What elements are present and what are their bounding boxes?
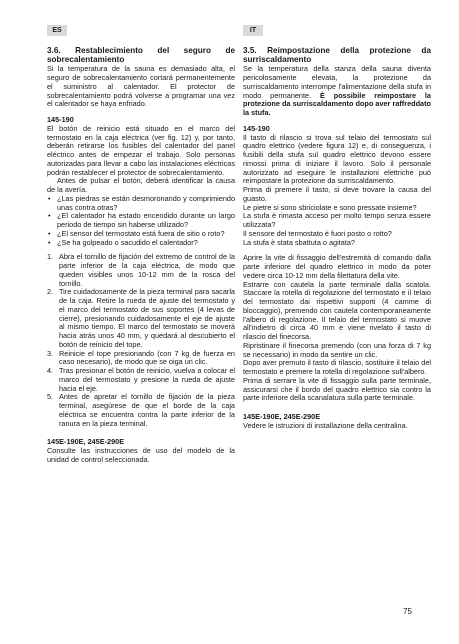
es-reset-button-paragraph: El botón de reinicio está situado en el marco del termostato en la caja eléctrica (ver fig. 12) y, por tanto, deberán retirarse los fusibles del calentador del panel eléctrico antes de empezar el trabajo. Solo personas autorizadas para llevar a cabo las instalaciones eléctricas podrán restablecer el protector de sobrecalentamiento. xyxy=(47,123,235,177)
es-intro-paragraph: Si la temperatura de la sauna es demasiado alta, el seguro de sobrecalentamiento cortará permanentemente el suministro al calentador. El protector de sobrecalentamiento podrá volverse a programar una vez el calentador se haya enfriado. xyxy=(47,64,235,109)
list-item: • ¿Se ha golpeado o sacudido el calentador? xyxy=(47,239,235,248)
es-cause-list xyxy=(47,195,235,248)
it-procedure-paragraph: Aprire la vite di fissaggio dell'estremità di comando dalla parte inferiore del quadro elettrico in modo da poter vedere circa 10-12 mm della filettatura della vite. Estrarre con cautela la parte terminale dalla scatola. Staccare la rotella di regolazione del termostato e il telaio del termostato dai rispettivi supporti (4 camme di bloccaggio), premendo con cautela contemporaneamente l'albero di regolazione. Il telaio del termostato si muove all'indietro di circa 40 mm e viene rivelato il tasto di rilascio del finecorsa. Ripristinare il finecorsa premendo (con una forza di 7 kg se necessario) in modo da sentire un clic. Dopo aver premuto il tasto di rilascio, sostituire il telaio del termostato e premere la rotella di regolazione sull'albero. Prima di serrare la vite di fissaggio sulla parte terminale, assicurarsi che il bordo del quadro elettrico sia contro la parte inferiore della scanalatura sulla parte terminale. xyxy=(243,253,431,403)
it-control-unit-paragraph: Vedere le istruzioni di installazione della centralina. xyxy=(243,420,408,430)
step-number: 3. xyxy=(47,348,54,358)
es-steps-list xyxy=(47,253,235,428)
it-subheading-models-e: 145E-190E, 245E-290E xyxy=(243,412,321,422)
list-item xyxy=(47,253,235,288)
spanish-column xyxy=(47,46,235,465)
list-item xyxy=(47,393,235,428)
step-text: Tras presionar el botón de reinicio, vuelva a colocar el marco del termostato y presione la rueda de ajuste hacia el eje. xyxy=(59,366,235,393)
step-text: Abra el tornillo de fijación del extremo de control de la parte inferior de la caja eléctrica, de modo que queden visibles unos 10-12 mm de la rosca del tornillo. xyxy=(59,252,235,288)
it-cause-paragraph: Prima di premere il tasto, si deve trovare la causa del guasto. xyxy=(243,185,431,203)
list-item: La stufa è rimasta acceso per molto tempo senza essere utilizzata? xyxy=(243,211,431,230)
list-item: • ¿El calentador ha estado encendido durante un largo periodo de tiempo sin haberse utilizado? xyxy=(47,212,235,230)
it-subheading-145-190: 145-190 xyxy=(243,123,270,133)
language-tag-es: ES xyxy=(47,25,67,36)
it-release-button-paragraph: Il tasto di rilascio si trova sul telaio del termostato sul quadro elettrico (vedere figura 12) e, di conseguenza, i fusibili della stufa sul quadro elettrico devono essere rimossi prima di iniziare il lavoro. Solo il personale autorizzato ad eseguire le installazioni elettriche può reimpostare la protezione da surriscaldamento. xyxy=(243,132,431,186)
step-number: 4. xyxy=(47,366,54,376)
list-item: • ¿El sensor del termostato está fuera de sitio o roto? xyxy=(47,230,235,239)
step-number: 5. xyxy=(47,392,54,402)
list-item: • ¿Las piedras se están desmoronando y comprimiendo unas contra otras? xyxy=(47,195,235,213)
es-section-title: 3.6. Restablecimiento del seguro de sobrecalentamiento xyxy=(47,46,235,65)
list-item: Il sensore del termostato è fuori posto o rotto? xyxy=(243,228,392,238)
it-section-title: 3.5. Reimpostazione della protezione da surriscaldamento xyxy=(243,46,431,65)
step-number: 2. xyxy=(47,287,54,297)
italian-column xyxy=(243,46,431,431)
es-control-unit-paragraph: Consulte las instrucciones de uso del modelo de la unidad de control seleccionada. xyxy=(47,446,235,464)
language-tag-it: IT xyxy=(243,25,263,36)
step-text: Reinicie el tope presionando (con 7 kg de fuerza en caso necesario), de modo que se oiga un clic. xyxy=(59,348,235,367)
it-intro-text: Se la temperatura della stanza della sauna diventa pericolosamente elevata, la protezione da surriscaldamento interrompe l'alimentazione della stufa in modo permanente. xyxy=(243,64,431,100)
list-item xyxy=(47,367,235,393)
page-number: 75 xyxy=(403,607,412,616)
step-text: Tire cuidadosamente de la pieza terminal para sacarla de la caja. Retire la rueda de ajuste del termostato y el marco del termostato de sus soportes (4 levas de cierre), presionando cuidadosamente el eje de ajuste al mismo tiempo. El marco del termostato se moverá hacia atrás unos 40 mm, y quedará al descubierto el botón de reinicio del tope. xyxy=(59,287,235,349)
list-item: Le pietre si sono sbriciolate e sono pressate insieme? xyxy=(243,202,417,212)
it-intro-bold-text: È possibile reimpostare la protezione da surriscaldamento dopo aver raffreddato la stufa. xyxy=(243,90,431,118)
es-cause-paragraph: Antes de pulsar el botón, deberá identificar la causa de la avería. xyxy=(47,176,235,195)
list-item xyxy=(47,288,235,349)
step-number: 1. xyxy=(47,252,54,262)
step-text: Antes de apretar el tornillo de fijación de la pieza terminal, asegúrese de que el borde de la caja eléctrica se encuentra contra la parte inferior de la ranura en la pieza terminal. xyxy=(59,392,235,428)
it-intro-paragraph xyxy=(243,65,431,118)
es-subheading-145-190: 145-190 xyxy=(47,115,74,125)
list-item xyxy=(47,350,235,368)
es-subheading-models-e: 145E-190E, 245E-290E xyxy=(47,437,125,447)
list-item: La stufa è stata sbattuta o agitata? xyxy=(243,237,355,247)
